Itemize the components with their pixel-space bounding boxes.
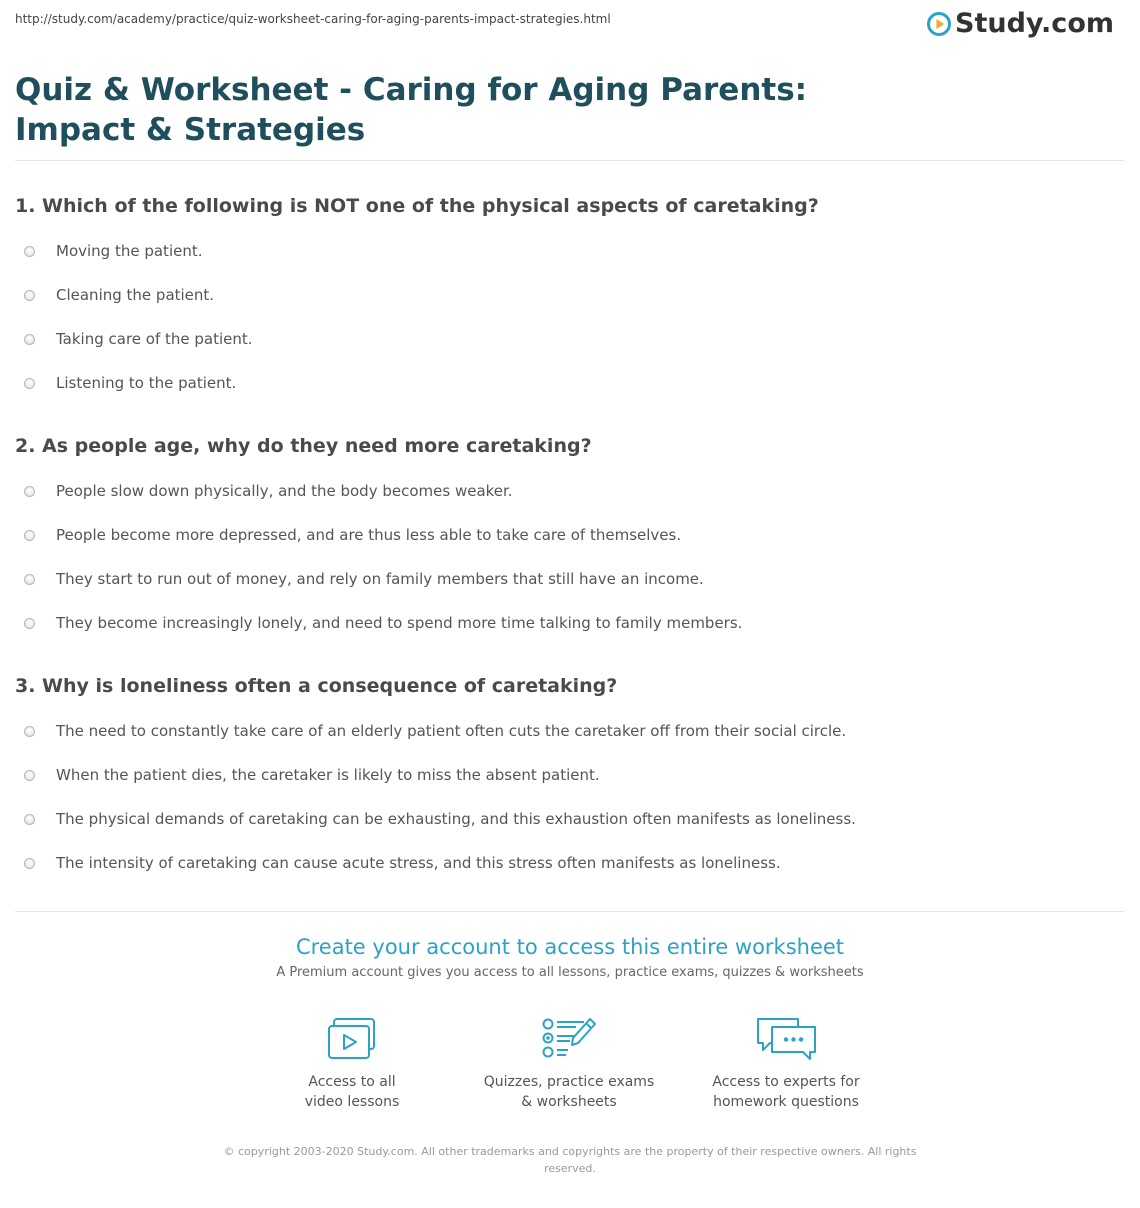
answer-label: People slow down physically, and the body becomes weaker. — [56, 482, 513, 500]
study-logo[interactable] — [927, 8, 1114, 39]
answer-label: The intensity of caretaking can cause acute stress, and this stress often manifests as loneliness. — [56, 854, 781, 872]
signup-cta — [0, 933, 1140, 980]
feature-video-lessons — [252, 1016, 452, 1112]
feature-label: Quizzes, practice exams & worksheets — [483, 1074, 655, 1110]
radio-button[interactable] — [24, 618, 35, 629]
cta-title-link[interactable]: Create your account to access this entire worksheet — [295, 935, 845, 959]
cta-subtitle: A Premium account gives you access to all lessons, practice exams, quizzes & worksheets — [276, 965, 864, 980]
chat-bubbles-icon — [754, 1016, 818, 1062]
feature-label: Access to experts for homework questions — [712, 1074, 860, 1110]
question-1-text: 1. Which of the following is NOT one of the physical aspects of caretaking? — [15, 195, 819, 217]
radio-button[interactable] — [24, 814, 35, 825]
answer-label: The physical demands of caretaking can be exhausting, and this exhaustion often manifests as loneliness. — [56, 810, 856, 828]
feature-quizzes — [469, 1016, 669, 1112]
page-title: Quiz & Worksheet - Caring for Aging Parents: Impact & Strategies — [15, 72, 808, 148]
answer-option[interactable] — [15, 236, 1115, 280]
answer-option[interactable] — [15, 716, 1115, 760]
feature-experts — [686, 1016, 886, 1112]
question-3-text: 3. Why is loneliness often a consequence of caretaking? — [15, 675, 618, 697]
questions-divider — [15, 911, 1124, 912]
answer-option[interactable] — [15, 564, 1115, 608]
copyright-footer: © copyright 2003-2020 Study.com. All other trademarks and copyrights are the property of their respective owners. All rights reserved. — [223, 1145, 917, 1175]
radio-button[interactable] — [24, 334, 35, 345]
answer-label: They start to run out of money, and rely on family members that still have an income. — [56, 570, 704, 588]
answer-label: The need to constantly take care of an elderly patient often cuts the caretaker off from their social circle. — [56, 722, 847, 740]
feature-label: Access to all video lessons — [304, 1074, 400, 1110]
answer-option[interactable] — [15, 608, 1115, 652]
answer-option[interactable] — [15, 804, 1115, 848]
title-divider — [15, 160, 1124, 161]
video-lesson-icon — [326, 1016, 378, 1062]
question-3 — [15, 674, 1115, 892]
study-logo-play-icon — [927, 12, 951, 36]
radio-button[interactable] — [24, 530, 35, 541]
answer-option[interactable] — [15, 520, 1115, 564]
answer-label: Moving the patient. — [56, 242, 203, 260]
answer-label: They become increasingly lonely, and need to spend more time talking to family members. — [56, 614, 743, 632]
question-2-text: 2. As people age, why do they need more caretaking? — [15, 435, 592, 457]
radio-button[interactable] — [24, 574, 35, 585]
quiz-checklist-icon — [540, 1016, 598, 1062]
answer-label: Taking care of the patient. — [56, 330, 253, 348]
question-1 — [15, 194, 1115, 412]
question-2 — [15, 434, 1115, 652]
radio-button[interactable] — [24, 290, 35, 301]
answer-label: Listening to the patient. — [56, 374, 237, 392]
answer-option[interactable] — [15, 324, 1115, 368]
answer-label: When the patient dies, the caretaker is likely to miss the absent patient. — [56, 766, 600, 784]
page-url: http://study.com/academy/practice/quiz-worksheet-caring-for-aging-parents-impact-strategies.html — [15, 12, 611, 26]
answer-label: Cleaning the patient. — [56, 286, 215, 304]
radio-button[interactable] — [24, 486, 35, 497]
radio-button[interactable] — [24, 770, 35, 781]
radio-button[interactable] — [24, 378, 35, 389]
answer-option[interactable] — [15, 280, 1115, 324]
question-3-answers — [15, 716, 1115, 892]
answer-option[interactable] — [15, 760, 1115, 804]
radio-button[interactable] — [24, 858, 35, 869]
study-logo-text: Study.com — [955, 8, 1114, 39]
answer-option[interactable] — [15, 368, 1115, 412]
answer-option[interactable] — [15, 476, 1115, 520]
answer-option[interactable] — [15, 848, 1115, 892]
question-2-answers — [15, 476, 1115, 652]
radio-button[interactable] — [24, 246, 35, 257]
question-1-answers — [15, 236, 1115, 412]
radio-button[interactable] — [24, 726, 35, 737]
answer-label: People become more depressed, and are thus less able to take care of themselves. — [56, 526, 682, 544]
premium-features — [0, 1016, 1140, 1126]
